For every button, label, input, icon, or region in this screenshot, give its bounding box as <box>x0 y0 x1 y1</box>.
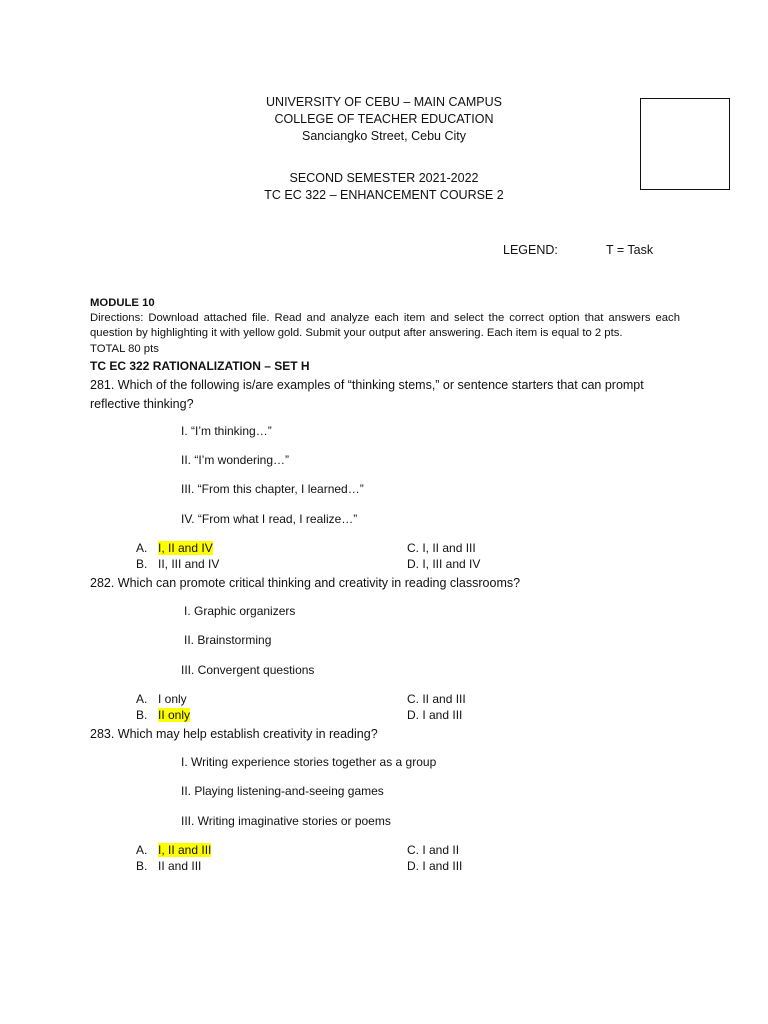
option-d[interactable] <box>407 557 480 571</box>
option-d[interactable] <box>407 708 462 722</box>
question-282: 282. Which can promote critical thinking and creativity in reading classrooms? <box>90 576 521 590</box>
option-c[interactable] <box>407 692 466 706</box>
option-letter: C. <box>407 843 419 857</box>
option-d[interactable] <box>407 859 462 873</box>
option-text: I, II and IV <box>158 541 213 555</box>
question-283: 283. Which may help establish creativity in reading? <box>90 727 378 741</box>
option-a[interactable] <box>136 541 213 555</box>
option-text: I, III and IV <box>422 557 481 571</box>
option-a[interactable] <box>136 692 187 706</box>
option-text: II only <box>158 708 191 722</box>
option-text: II, III and IV <box>158 557 220 571</box>
option-text: II and III <box>158 859 202 873</box>
option-b[interactable] <box>136 708 190 722</box>
option-letter: A. <box>136 692 148 706</box>
question-281: 281. Which of the following is/are examples of “thinking stems,” or sentence starters that can prompt reflective thinking? <box>90 378 644 411</box>
statement: I. Graphic organizers <box>184 604 296 618</box>
option-c[interactable] <box>407 843 459 857</box>
course-header <box>0 170 768 204</box>
semester: SECOND SEMESTER 2021-2022 <box>289 171 479 185</box>
legend-value: T = Task <box>606 243 654 257</box>
module-total: TOTAL 80 pts <box>90 343 159 355</box>
option-letter: D. <box>407 557 419 571</box>
option-text: I and III <box>422 708 463 722</box>
statement: IV. “From what I read, I realize…” <box>181 512 358 526</box>
option-letter: A. <box>136 843 148 857</box>
option-letter: D. <box>407 708 419 722</box>
statement: III. “From this chapter, I learned…” <box>181 482 364 496</box>
option-a[interactable] <box>136 843 211 857</box>
option-letter: B. <box>136 708 148 722</box>
university-name: UNIVERSITY OF CEBU – MAIN CAMPUS <box>266 95 502 109</box>
option-text: I, II and III <box>158 843 212 857</box>
option-letter: D. <box>407 859 419 873</box>
college-name: COLLEGE OF TEACHER EDUCATION <box>274 112 494 126</box>
course-title: TC EC 322 – ENHANCEMENT COURSE 2 <box>264 188 504 202</box>
set-title: TC EC 322 RATIONALIZATION – SET H <box>90 359 310 373</box>
option-text: II and III <box>422 692 466 706</box>
option-letter: C. <box>407 692 419 706</box>
option-letter: C. <box>407 541 419 555</box>
statement: III. Convergent questions <box>181 663 315 677</box>
legend-label: LEGEND: <box>503 243 558 257</box>
address: Sanciangko Street, Cebu City <box>302 129 466 143</box>
statement: II. Brainstorming <box>184 633 272 647</box>
option-c[interactable] <box>407 541 476 555</box>
statement: I. Writing experience stories together as a group <box>181 755 437 769</box>
option-text: I, II and III <box>422 541 476 555</box>
option-letter: B. <box>136 859 148 873</box>
statement: III. Writing imaginative stories or poems <box>181 814 391 828</box>
option-b[interactable] <box>136 859 201 873</box>
module-title: MODULE 10 <box>90 297 155 309</box>
option-letter: A. <box>136 541 148 555</box>
statement: II. “I’m wondering…” <box>181 453 290 467</box>
option-text: I only <box>158 692 187 706</box>
option-b[interactable] <box>136 557 219 571</box>
statement: II. Playing listening-and-seeing games <box>181 784 384 798</box>
option-text: I and II <box>422 843 460 857</box>
module-directions: Directions: Download attached file. Read and analyze each item and select the correct option that answers each question by highlighting it with yellow gold. Submit your output after answering. Each item is equal to 2 pts. <box>90 312 680 339</box>
option-letter: B. <box>136 557 148 571</box>
statement: I. “I’m thinking…” <box>181 424 272 438</box>
option-text: I and III <box>422 859 463 873</box>
